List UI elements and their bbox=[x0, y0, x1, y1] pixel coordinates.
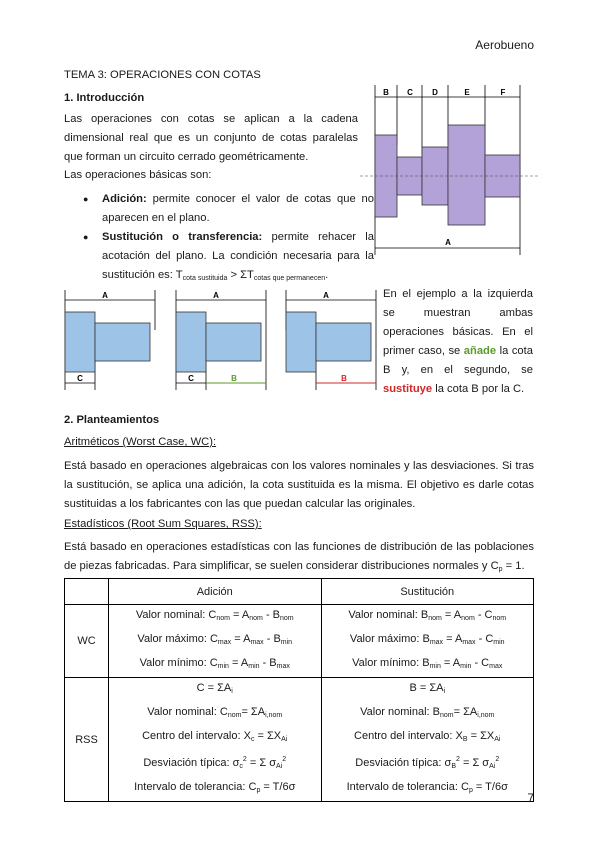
topic-title: TEMA 3: OPERACIONES CON COTAS bbox=[64, 69, 261, 81]
chain-label-b: B bbox=[383, 88, 389, 97]
col-header-adicion: Adición bbox=[109, 579, 322, 605]
rss-heading: Estadísticos (Root Sum Squares, RSS): bbox=[64, 518, 262, 530]
basic-ops-text: Las operaciones básicas son: bbox=[64, 169, 212, 181]
d1-top-label: A bbox=[102, 291, 108, 300]
page-header: Aerobueno bbox=[475, 38, 534, 52]
page-number: 7 bbox=[527, 791, 534, 805]
d2-bottom-right-label: B bbox=[231, 374, 237, 383]
wc-sub-cell: Valor nominal: $B_{nom} = A_{nom} - C_{nom}$ Valor máximo: $B_{max} = A_{max} - C_{min}$ Valor mínimo: $B_{min} = A_{min} - C_{max}$ bbox=[321, 605, 534, 678]
wc-add-cell: Valor nominal: $C_{nom} = A_{nom} - B_{nom}$ Valor máximo: $C_{max} = A_{max} - B_{min}$ Valor mínimo: $C_{min} = A_{min} - B_{max}$ bbox=[109, 605, 322, 678]
wc-heading: Aritméticos (Worst Case, WC): bbox=[64, 436, 217, 448]
bullet-addition: ● Adición: permite conocer el valor de cotas que no aparecen en el plano. bbox=[102, 190, 374, 228]
chain-label-e: E bbox=[464, 88, 470, 97]
diagram-addition-b bbox=[171, 290, 271, 395]
d2-bottom-left-label: C bbox=[188, 374, 194, 383]
diagram-substitution bbox=[281, 290, 381, 395]
intro-paragraph: Las operaciones con cotas se aplican a la cadena dimensional real que es un conjunto de cotas paralelas que forman un circuito cerrado geométricamente. bbox=[64, 113, 358, 163]
chain-label-f: F bbox=[500, 88, 506, 97]
intro-heading: 1. Introducción bbox=[64, 92, 145, 104]
d3-top-label: A bbox=[323, 291, 329, 300]
d2-top-label: A bbox=[213, 291, 219, 300]
row-label-rss: RSS bbox=[65, 678, 109, 802]
chain-label-d: D bbox=[432, 88, 438, 97]
example-description: En el ejemplo a la izquierda se muestran ambas operaciones básicas. En el primer caso, se añade la cota B y, en el segundo, se sustituye la cota B por la C. bbox=[383, 288, 533, 395]
diagram-addition bbox=[60, 290, 160, 395]
rss-sub-cell: $B = \Sigma A_i$ Valor nominal: $B_{nom}= \Sigma A_{i,nom}$ Centro del intervalo: $X_B = \Sigma X_{Ai}$ Desviación típica: $\sigma_B^2 = \Sigma$ $\sigma_{Ai}^2$ Intervalo de tolerancia: $C_p = T/6\sigma$ bbox=[321, 678, 534, 802]
chain-diagram bbox=[360, 85, 540, 260]
row-label-wc: WC bbox=[65, 605, 109, 678]
bullet-substitution: ● Sustitución o transferencia: permite rehacer la acotación del plano. La condición necesaria para la sustitución es: $T_{cota sustituida} > \Sigma T_{cotas que permanecen}$. bbox=[102, 228, 374, 288]
operations-table bbox=[64, 578, 534, 802]
approaches-heading: 2. Planteamientos bbox=[64, 414, 160, 426]
sub-word: sustituye bbox=[383, 383, 433, 395]
d1-bottom-label: C bbox=[77, 374, 83, 383]
d3-bottom-right-label: B bbox=[341, 374, 347, 383]
chain-label-a: A bbox=[445, 238, 451, 247]
add-word: añade bbox=[463, 345, 497, 357]
rss-add-cell: $C = \Sigma A_i$ Valor nominal: $C_{nom}= \Sigma A_{i,nom}$ Centro del intervalo: $X_c = \Sigma X_{Ai}$ Desviación típica: $\sigma_c^2 = \Sigma$ $\sigma_{Ai}^2$ Intervalo de tolerancia: $C_p = T/6\sigma$ bbox=[109, 678, 322, 802]
rss-paragraph: Está basado en operaciones estadísticas con las funciones de distribución de las poblaciones de piezas fabricadas. Para simplificar, se suelen considerar distribuciones normales y $C_p = 1$. bbox=[64, 541, 534, 573]
wc-paragraph: Está basado en operaciones algebraicas con los valores nominales y las desviaciones. Si tras la sustitución, se aplica una adición, la cota sustituida es la misma. El objetivo es darle cotas sustituidas a los fabricantes con las que puedan calcular las originales. bbox=[64, 460, 534, 510]
chain-label-c: C bbox=[407, 88, 413, 97]
table-corner bbox=[65, 579, 109, 605]
col-header-sustitucion: Sustitución bbox=[321, 579, 534, 605]
